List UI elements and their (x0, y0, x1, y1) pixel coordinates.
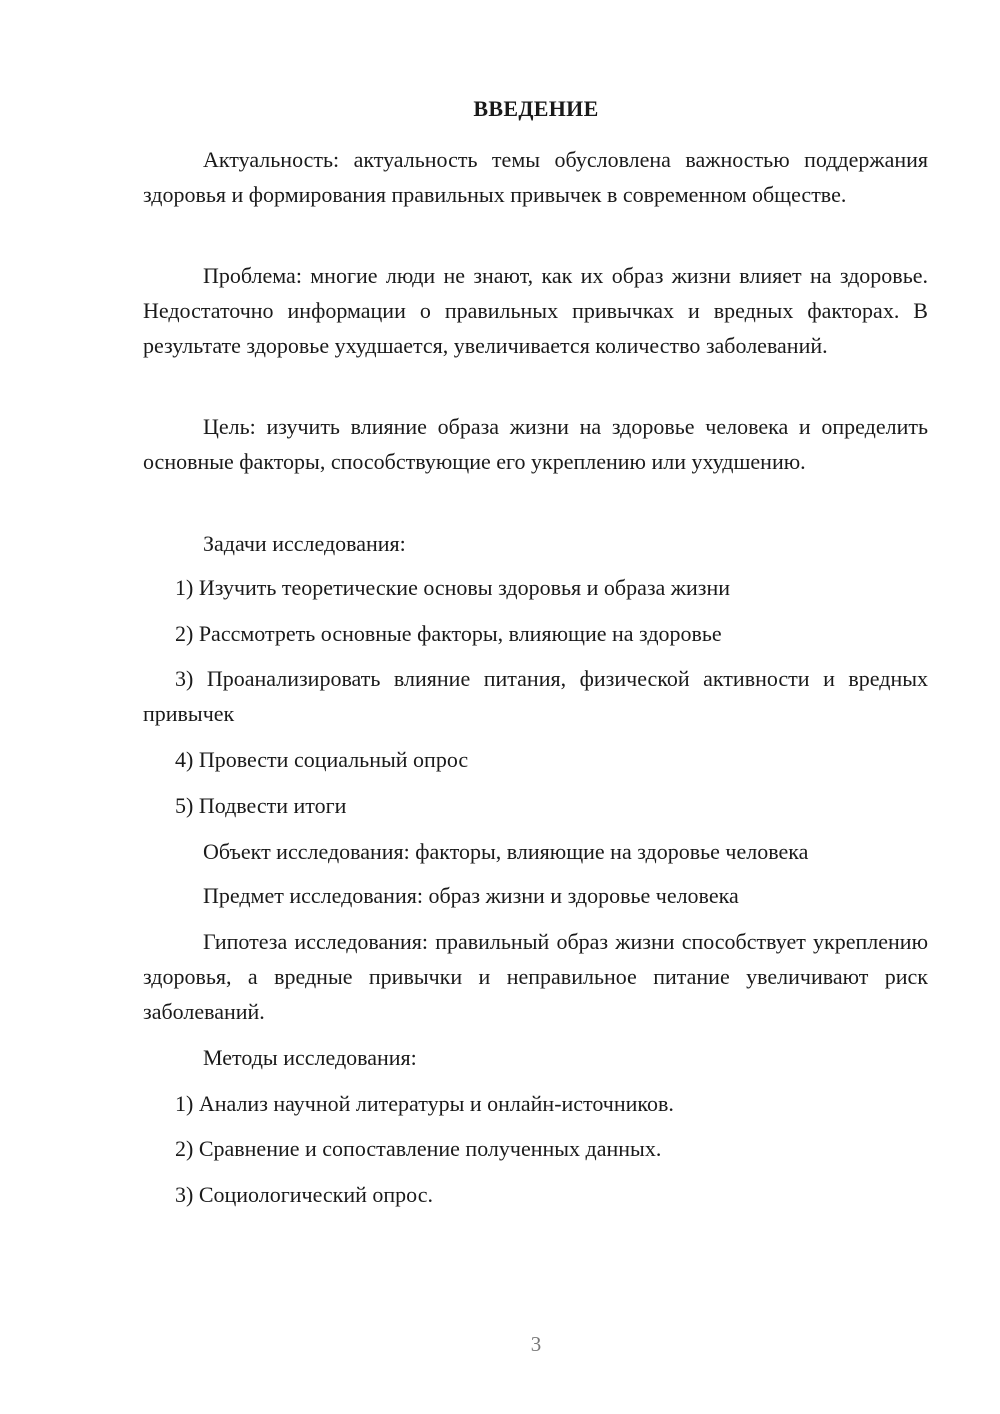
section-title: ВВЕДЕНИЕ (473, 96, 599, 121)
research-subject: Предмет исследования: образ жизни и здоровье человека (203, 883, 739, 908)
problem-paragraph: Проблема: многие люди не знают, как их образ жизни влияет на здоровье. Недостаточно информации о правильных привычках и вредных факторах. В результате здоровье ухудшается, увеличивается количество заболеваний. (143, 263, 928, 358)
task-item-5: 5) Подвести итоги (175, 793, 347, 818)
task-item-2: 2) Рассмотреть основные факторы, влияющие на здоровье (175, 621, 722, 646)
hypothesis-paragraph: Гипотеза исследования: правильный образ жизни способствует укреплению здоровья, а вредные привычки и неправильное питание увеличивают риск заболеваний. (143, 929, 928, 1024)
task-item-1: 1) Изучить теоретические основы здоровья и образа жизни (175, 575, 731, 600)
methods-heading: Методы исследования: (203, 1045, 417, 1070)
method-item-1: 1) Анализ научной литературы и онлайн-источников. (175, 1091, 674, 1116)
research-object: Объект исследования: факторы, влияющие на здоровье человека (203, 839, 809, 864)
method-item-2: 2) Сравнение и сопоставление полученных данных. (175, 1136, 662, 1161)
page-number: 3 (530, 1332, 542, 1356)
tasks-heading: Задачи исследования: (203, 531, 406, 556)
task-item-4: 4) Провести социальный опрос (175, 747, 469, 772)
relevance-paragraph: Актуальность: актуальность темы обусловлена важностью поддержания здоровья и формирования правильных привычек в современном обществе. (143, 147, 928, 207)
task-item-3: 3) Проанализировать влияние питания, физической активности и вредных привычек (143, 666, 928, 726)
goal-paragraph: Цель: изучить влияние образа жизни на здоровье человека и определить основные факторы, способствующие его укреплению или ухудшению. (143, 414, 928, 474)
method-item-3: 3) Социологический опрос. (175, 1182, 433, 1207)
